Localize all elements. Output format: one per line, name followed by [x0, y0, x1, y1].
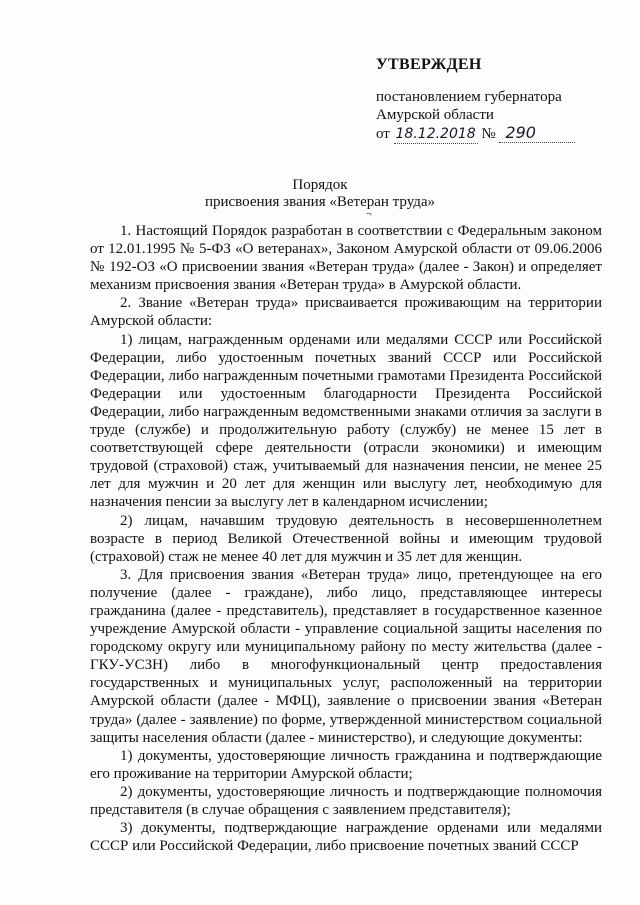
handwritten-number: 290 [499, 124, 575, 143]
paragraph-3-3: 3) документы, подтверждающие награждение орденами или медалями СССР или Российской Федерации, либо присвоение почетных званий СССР [90, 820, 602, 855]
approval-line-resolution: постановлением губернатора [376, 89, 562, 105]
paragraph-2-1: 1) лицам, награжденным орденами или медалями СССР или Российской Федерации, либо удостоенным почетных званий СССР или Российской Федерации, либо награжденным почетными грамотами Президента Российской Федерации или удостоенным благодарности Президента Российской Федерации, либо награжденным ведомственными знаками отличия за заслуги в труде (службе) и продолжительную работу (службу) не менее 15 лет в соответствующей сфере деятельности (отрасли экономики) и имеющим трудовой (страховой) стаж, учитываемый для назначения пенсии, не менее 25 лет для мужчин и 20 лет для женщин или выслугу лет, необходимую для назначения пенсии за выслугу лет в календарном исчислении; [90, 331, 602, 511]
paragraph-2-2: 2) лицам, начавшим трудовую деятельность в несовершеннолетнем возрасте в период Великой Отечественной войны и имеющим трудовой (страховой) стаж не менее 40 лет для мужчин и 35 лет для женщин. [90, 512, 602, 565]
approval-block [376, 56, 606, 144]
handwritten-date: 18.12.2018 [395, 126, 476, 142]
paragraph-1: 1. Настоящий Порядок разработан в соответствии с Федеральным законом от 12.01.1995 № 5-ФЗ «О ветеранах», Законом Амурской области от 09.06.2006 № 192-ОЗ «О присвоении звания «Ветеран труда» (далее - Закон) и определяет механизм присвоения звания «Ветеран труда» в Амурской области. [90, 223, 602, 294]
number-prefix: № [481, 126, 496, 142]
approval-date-line [376, 124, 606, 144]
document-body [90, 222, 602, 855]
paragraph-2: 2. Звание «Ветеран труда» присваивается проживающим на территории Амурской области: [90, 295, 602, 330]
paragraph-3: 3. Для присвоения звания «Ветеран труда» лицо, претендующее на его получение (далее - граждане), либо лицо, представляющее интересы гражданина (далее - представитель), представляет в государственное казенное учреждение Амурской области - управление социальной защиты населения по городскому округу или муниципальному району по месту жительства (далее - ГКУ-УСЗН) либо в многофункциональный центр предоставления государственных и муниципальных услуг, расположенный на территории Амурской области (далее - МФЦ), заявление о присвоении звания «Ветеран труда» (далее - заявление) по форме, утвержденной министерством социальной защиты населения области (далее - министерство), и следующие документы: [90, 566, 602, 746]
paragraph-3-2: 2) документы, удостоверяющие личность и подтверждающие полномочия представителя (в случае обращения с заявлением представителя); [90, 783, 602, 818]
paragraph-3-1: 1) документы, удостоверяющие личность гражданина и подтверждающие его проживание на территории Амурской области; [90, 747, 602, 782]
date-prefix: от [376, 126, 390, 142]
document-subtitle: присвоения звания «Ветеран труда» [204, 194, 436, 210]
document-title: Порядок [292, 177, 348, 193]
approval-line-region: Амурской области [376, 107, 494, 123]
pen-mark: ¬ [366, 209, 372, 220]
approved-stamp-title: УТВЕРЖДЕН [376, 56, 482, 73]
